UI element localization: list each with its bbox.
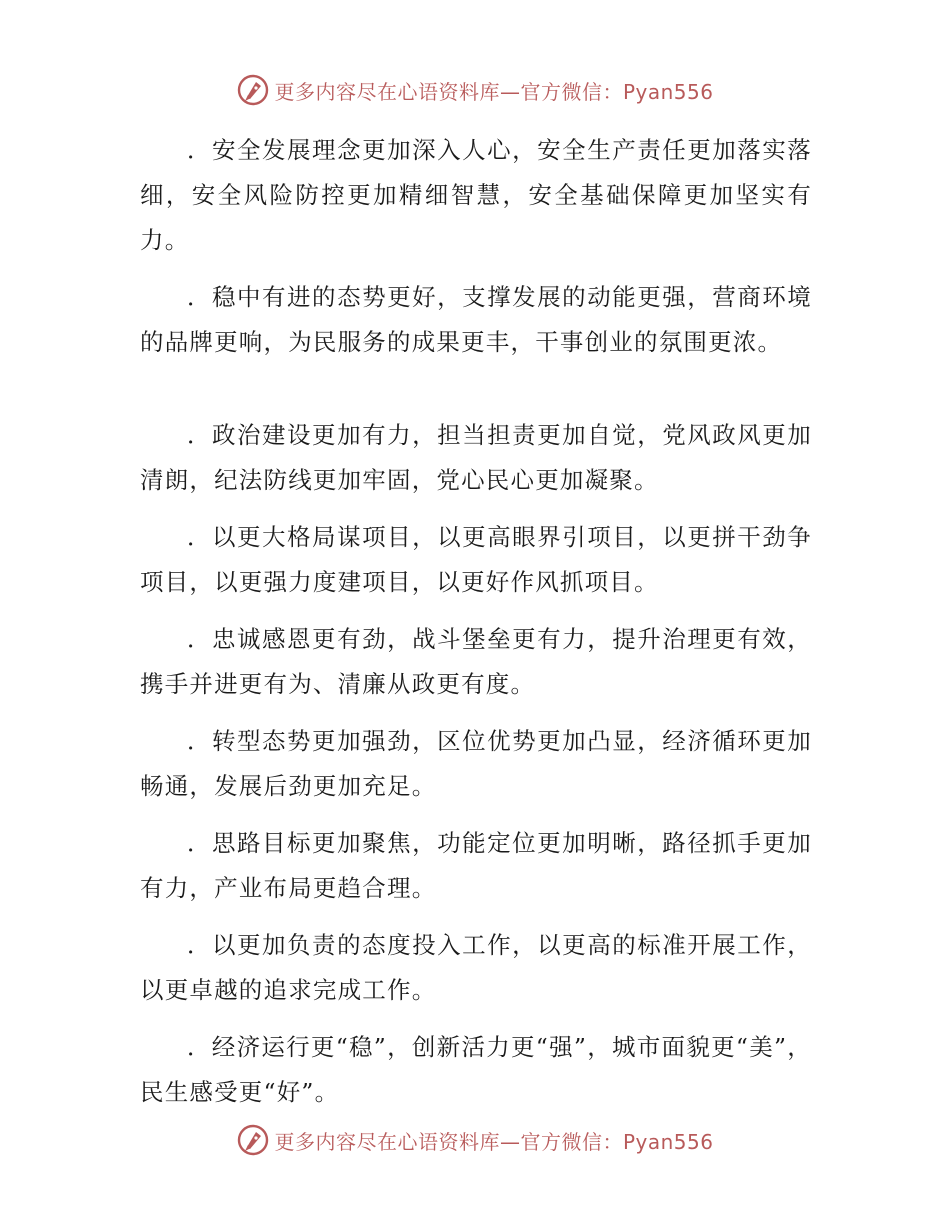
paragraph: ．以更加负责的态度投入工作，以更高的标准开展工作，以更卓越的追求完成工作。: [140, 931, 812, 1004]
footer-banner-text: 更多内容尽在心语资料库—官方微信：Pyan556: [274, 1129, 714, 1154]
paragraph: ．忠诚感恩更有劲，战斗堡垒更有力，提升治理更有效，携手并进更有为、清廉从政更有度。: [140, 625, 812, 698]
paragraph: ．转型态势更加强劲，区位优势更加凸显，经济循环更加畅通，发展后劲更加充足。: [140, 727, 812, 800]
header-banner-text: 更多内容尽在心语资料库—官方微信：Pyan556: [274, 79, 714, 104]
paragraph: ．政治建设更加有力，担当担责更加自觉，党风政风更加清朗，纪法防线更加牢固，党心民心更加凝聚。: [140, 421, 812, 494]
pen-nib-logo-icon: [236, 73, 270, 107]
paragraph: ．稳中有进的态势更好，支撑发展的动能更强，营商环境的品牌更响，为民服务的成果更丰，干事创业的氛围更浓。: [140, 283, 812, 356]
footer-banner: [0, 1120, 950, 1160]
pen-nib-logo-icon: [236, 1123, 270, 1157]
paragraph: ．思路目标更加聚焦，功能定位更加明晰，路径抓手更加有力，产业布局更趋合理。: [140, 829, 812, 902]
header-banner: [0, 70, 950, 110]
document-body: [140, 128, 812, 1115]
paragraph: ．以更大格局谋项目，以更高眼界引项目，以更拼干劲争项目，以更强力度建项目，以更好作风抓项目。: [140, 523, 812, 596]
paragraph: ．安全发展理念更加深入人心，安全生产责任更加落实落细，安全风险防控更加精细智慧，安全基础保障更加坚实有力。: [140, 136, 812, 254]
paragraph: ．经济运行更“稳”，创新活力更“强”，城市面貌更“美”，民生感受更“好”。: [140, 1033, 812, 1106]
